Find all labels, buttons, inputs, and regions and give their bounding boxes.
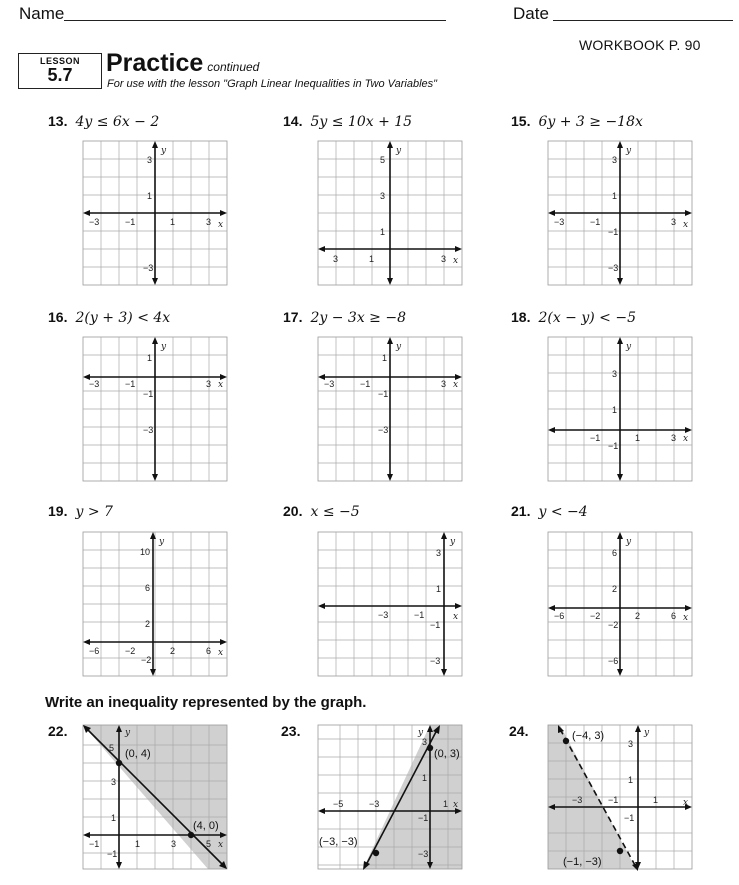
date-label: Date: [513, 4, 549, 23]
x-tick-label: 3: [171, 839, 177, 849]
y-tick-label: 5: [380, 155, 386, 165]
x-tick-label: 1: [135, 839, 141, 849]
y-tick-label: 10: [140, 547, 151, 557]
problem-inequality: 2(y + 3) < 4x: [75, 310, 171, 326]
point-label: (−3, −3): [319, 836, 358, 848]
problem-inequality: 6y + 3 ≥ −18x: [538, 114, 643, 130]
y-tick-label: −3: [418, 849, 429, 859]
problem-24: [509, 723, 528, 741]
y-tick-label: 2: [612, 584, 618, 594]
x-tick-label: 2: [170, 646, 176, 656]
y-tick-label: −1: [378, 389, 389, 399]
title-text: Practice: [106, 49, 204, 77]
y-tick-label: −2: [608, 620, 619, 630]
coordinate-grid-23[interactable]: [318, 725, 466, 873]
y-tick-label: −1: [143, 389, 154, 399]
point-label: (0, 3): [434, 748, 460, 760]
x-axis-label: x: [453, 612, 459, 622]
x-tick-label: −5: [333, 799, 344, 809]
y-axis-label: y: [644, 728, 650, 738]
lesson-badge: [18, 53, 102, 89]
y-tick-label: −1: [608, 441, 619, 451]
y-tick-label: −1: [608, 227, 619, 237]
coordinate-grid-20[interactable]: [318, 532, 466, 678]
x-tick-label: −3: [554, 217, 565, 227]
title-suffix: continued: [207, 60, 260, 74]
y-tick-label: −3: [143, 425, 154, 435]
shaded-region: [363, 725, 462, 869]
lesson-subtitle: For use with the lesson "Graph Linear Inequalities in Two Variables": [107, 78, 438, 90]
problem-20: [283, 503, 360, 521]
x-tick-label: −1: [89, 839, 100, 849]
point-marker: [563, 738, 569, 744]
y-tick-label: 1: [612, 191, 618, 201]
point-label: (−4, 3): [572, 730, 605, 742]
x-tick-label: −3: [572, 795, 583, 805]
y-tick-label: 1: [612, 405, 618, 415]
x-tick-label: −2: [125, 646, 136, 656]
x-axis-label: x: [218, 380, 224, 390]
x-tick-label: −1: [590, 217, 601, 227]
x-tick-label: −6: [554, 611, 565, 621]
problem-number: 16.: [48, 309, 68, 325]
y-tick-label: −6: [608, 656, 619, 666]
point-label: (−1, −3): [563, 856, 602, 868]
y-tick-label: −3: [143, 263, 154, 273]
problem-inequality: y > 7: [75, 504, 113, 520]
y-axis-label: y: [125, 728, 131, 738]
x-tick-label: 1: [653, 795, 659, 805]
instruction-heading: Write an inequality represented by the graph.: [45, 694, 367, 711]
problem-number: 24.: [509, 723, 529, 739]
problem-17: [283, 309, 406, 327]
x-axis-label: x: [683, 613, 689, 623]
workbook-reference: WORKBOOK P. 90: [579, 37, 701, 53]
x-tick-label: 1: [635, 433, 641, 443]
problem-19: [48, 503, 113, 521]
y-tick-label: 6: [145, 583, 151, 593]
x-tick-label: 1: [443, 799, 449, 809]
problem-22: [48, 723, 67, 741]
y-tick-label: 1: [380, 227, 386, 237]
y-axis-label: y: [159, 537, 165, 547]
x-tick-label: 5: [206, 839, 212, 849]
point-label: (0, 4): [125, 748, 151, 760]
y-tick-label: 1: [382, 353, 388, 363]
y-axis-label: y: [396, 342, 402, 352]
coordinate-grid-15[interactable]: [548, 141, 696, 287]
x-axis-label: x: [218, 840, 224, 850]
y-tick-label: 3: [612, 369, 618, 379]
point-marker: [188, 832, 194, 838]
problem-14: [283, 113, 412, 131]
y-axis-label: y: [626, 537, 632, 547]
problem-number: 17.: [283, 309, 303, 325]
x-axis-label: x: [683, 434, 689, 444]
x-tick-label: −3: [369, 799, 380, 809]
problem-inequality: 4y ≤ 6x − 2: [75, 114, 160, 130]
x-tick-label: 3: [671, 217, 677, 227]
x-tick-label: 3: [206, 379, 212, 389]
lesson-number: 5.7: [47, 65, 73, 85]
y-axis-label: y: [161, 342, 167, 352]
y-tick-label: −1: [430, 620, 441, 630]
y-tick-label: −1: [624, 813, 635, 823]
x-tick-label: −3: [378, 610, 389, 620]
problem-number: 22.: [48, 723, 68, 739]
y-axis-label: y: [418, 728, 424, 738]
y-tick-label: 1: [628, 775, 634, 785]
y-tick-label: 6: [612, 548, 618, 558]
name-label: Name: [19, 4, 65, 23]
y-axis-label: y: [161, 146, 167, 156]
x-tick-label: −1: [125, 217, 136, 227]
point-marker: [373, 850, 379, 856]
x-tick-label: −1: [414, 610, 425, 620]
x-tick-label: 3: [206, 217, 212, 227]
x-tick-label: −1: [590, 433, 601, 443]
y-tick-label: −2: [141, 655, 152, 665]
problem-inequality: 2y − 3x ≥ −8: [310, 310, 406, 326]
coordinate-grid-13[interactable]: [83, 141, 231, 287]
coordinate-grid-21[interactable]: [548, 532, 696, 678]
y-tick-label: −1: [418, 813, 429, 823]
y-tick-label: 1: [422, 773, 428, 783]
problem-number: 21.: [511, 503, 531, 519]
x-axis-label: x: [218, 220, 224, 230]
x-tick-label: 3: [441, 379, 447, 389]
y-tick-label: 3: [628, 739, 634, 749]
coordinate-grid-24[interactable]: [548, 725, 696, 873]
y-tick-label: −3: [430, 656, 441, 666]
x-tick-label: 3: [441, 254, 447, 264]
problem-number: 18.: [511, 309, 531, 325]
x-axis-label: x: [683, 798, 689, 808]
point-marker: [427, 745, 433, 751]
name-line: [64, 20, 446, 21]
problem-number: 13.: [48, 113, 68, 129]
point-marker: [116, 760, 122, 766]
problem-21: [511, 503, 588, 521]
x-tick-label: −3: [324, 379, 335, 389]
y-tick-label: −3: [378, 425, 389, 435]
y-tick-label: 3: [612, 155, 618, 165]
date-line: [553, 20, 733, 21]
problem-inequality: 2(x − y) < −5: [538, 310, 637, 326]
problem-inequality: x ≤ −5: [310, 504, 360, 520]
x-axis-label: x: [218, 648, 224, 658]
problem-number: 14.: [283, 113, 303, 129]
x-tick-label: −3: [89, 217, 100, 227]
y-tick-label: 3: [111, 777, 117, 787]
y-tick-label: −1: [107, 849, 118, 859]
problem-number: 15.: [511, 113, 531, 129]
coordinate-grid-19[interactable]: [83, 532, 231, 678]
x-tick-label: 3: [333, 254, 339, 264]
x-tick-label: 1: [369, 254, 375, 264]
point-label: (4, 0): [193, 820, 219, 832]
problem-16: [48, 309, 170, 327]
problem-inequality: 5y ≤ 10x + 15: [310, 114, 413, 130]
coordinate-grid-16[interactable]: [83, 337, 231, 483]
y-tick-label: 3: [436, 548, 442, 558]
coordinate-grid-18[interactable]: [548, 337, 696, 483]
y-axis-label: y: [450, 537, 456, 547]
x-tick-label: −6: [89, 646, 100, 656]
y-tick-label: 2: [145, 619, 151, 629]
page-title: [106, 49, 259, 78]
x-axis-label: x: [683, 220, 689, 230]
y-tick-label: 1: [147, 191, 153, 201]
y-tick-label: 1: [147, 353, 153, 363]
y-tick-label: 1: [436, 584, 442, 594]
y-tick-label: 3: [147, 155, 153, 165]
x-tick-label: −1: [360, 379, 371, 389]
y-tick-label: 5: [109, 743, 115, 753]
problem-inequality: y < −4: [538, 504, 588, 520]
y-tick-label: 3: [422, 737, 428, 747]
x-tick-label: 3: [671, 433, 677, 443]
x-axis-label: x: [453, 800, 459, 810]
x-tick-label: 6: [206, 646, 212, 656]
y-axis-label: y: [626, 146, 632, 156]
problem-15: [511, 113, 643, 131]
y-tick-label: −3: [608, 263, 619, 273]
x-tick-label: 2: [635, 611, 641, 621]
lesson-word: LESSON: [39, 56, 80, 66]
coordinate-grid-17[interactable]: [318, 337, 466, 483]
y-axis-label: y: [626, 342, 632, 352]
point-marker: [617, 848, 623, 854]
x-axis-label: x: [453, 380, 459, 390]
problem-number: 19.: [48, 503, 68, 519]
x-tick-label: −1: [608, 795, 619, 805]
y-axis-label: y: [396, 146, 402, 156]
y-tick-label: 1: [111, 813, 117, 823]
coordinate-grid-14[interactable]: [318, 141, 466, 287]
x-axis-label: x: [453, 256, 459, 266]
problem-18: [511, 309, 636, 327]
x-tick-label: −3: [89, 379, 100, 389]
problem-number: 23.: [281, 723, 301, 739]
y-tick-label: 3: [380, 191, 386, 201]
problem-13: [48, 113, 159, 131]
problem-number: 20.: [283, 503, 303, 519]
x-tick-label: 1: [170, 217, 176, 227]
coordinate-grid-22[interactable]: [83, 725, 231, 873]
x-tick-label: 6: [671, 611, 677, 621]
x-tick-label: −1: [125, 379, 136, 389]
problem-23: [281, 723, 300, 741]
x-tick-label: −2: [590, 611, 601, 621]
